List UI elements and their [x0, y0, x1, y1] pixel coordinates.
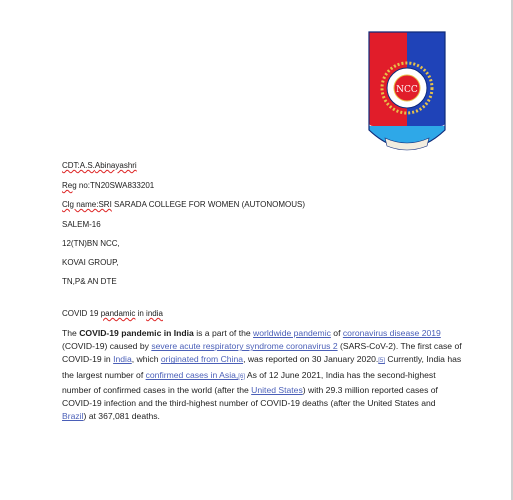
city-line: SALEM-16: [62, 220, 101, 229]
bold-subject: COVID-19 pandemic in India: [79, 328, 194, 338]
link-coronavirus-disease[interactable]: coronavirus disease 2019: [342, 328, 441, 338]
link-worldwide-pandemic[interactable]: worldwide pandemic: [253, 328, 331, 338]
reg-number: no:TN20SWA833201: [76, 181, 155, 190]
group-line: KOVAI GROUP,: [62, 258, 119, 267]
link-united-states[interactable]: United States: [251, 384, 303, 395]
heading-word-india: india: [146, 309, 163, 318]
college-prefix: Clg name:SRI: [62, 200, 112, 209]
link-sars-cov-2[interactable]: severe acute respiratory syndrome coronavirus 2: [151, 341, 338, 352]
college-name: SARADA COLLEGE FOR WOMEN (AUTONOMOUS): [111, 200, 306, 209]
heading-word-pandamic: pandamic: [100, 309, 136, 318]
link-brazil[interactable]: Brazil: [62, 411, 84, 422]
body-paragraph: The COVID-19 pandemic in India is a part of the worldwide pandemic of coronavirus disease 2019 (COVID-19) caused by severe acute respiratory syndrome coronavirus 2 (SARS-CoV-2). The first case of COVID-19 in India, which originated from China, was reported on 30 January 2020.[5] Currently, India has the largest number of confirmed cases in Asia,[6] As of 12 June 2021, India has the second-highest number of confirmed cases in the world (after the United States) with 29.3 million reported cases of COVID-19 infection and the third-highest number of COVID-19 deaths (after the United States and Brazil) at 367,081 deaths.: [62, 328, 462, 422]
link-confirmed-cases-asia[interactable]: confirmed cases in Asia,: [145, 369, 239, 380]
reg-line: [62, 180, 154, 191]
section-heading: COVID 19 pandamic in india: [62, 309, 163, 318]
directorate-line: TN,P& AN DTE: [62, 277, 117, 286]
reg-prefix: Reg: [62, 181, 77, 190]
cadet-name: Abinayashri: [94, 161, 137, 170]
cadet-line: [62, 160, 137, 171]
link-originated-from-china[interactable]: originated from China: [160, 354, 244, 365]
ncc-logo: [365, 28, 449, 160]
college-line: [62, 199, 305, 210]
link-india[interactable]: India: [113, 354, 132, 365]
ref-6[interactable]: [6]: [238, 373, 245, 380]
emblem-text: NCC: [396, 85, 418, 95]
cadet-prefix: CDT:A.S.: [62, 161, 95, 170]
unit-line: 12(TN)BN NCC,: [62, 239, 120, 248]
ref-5[interactable]: [5]: [378, 358, 385, 365]
